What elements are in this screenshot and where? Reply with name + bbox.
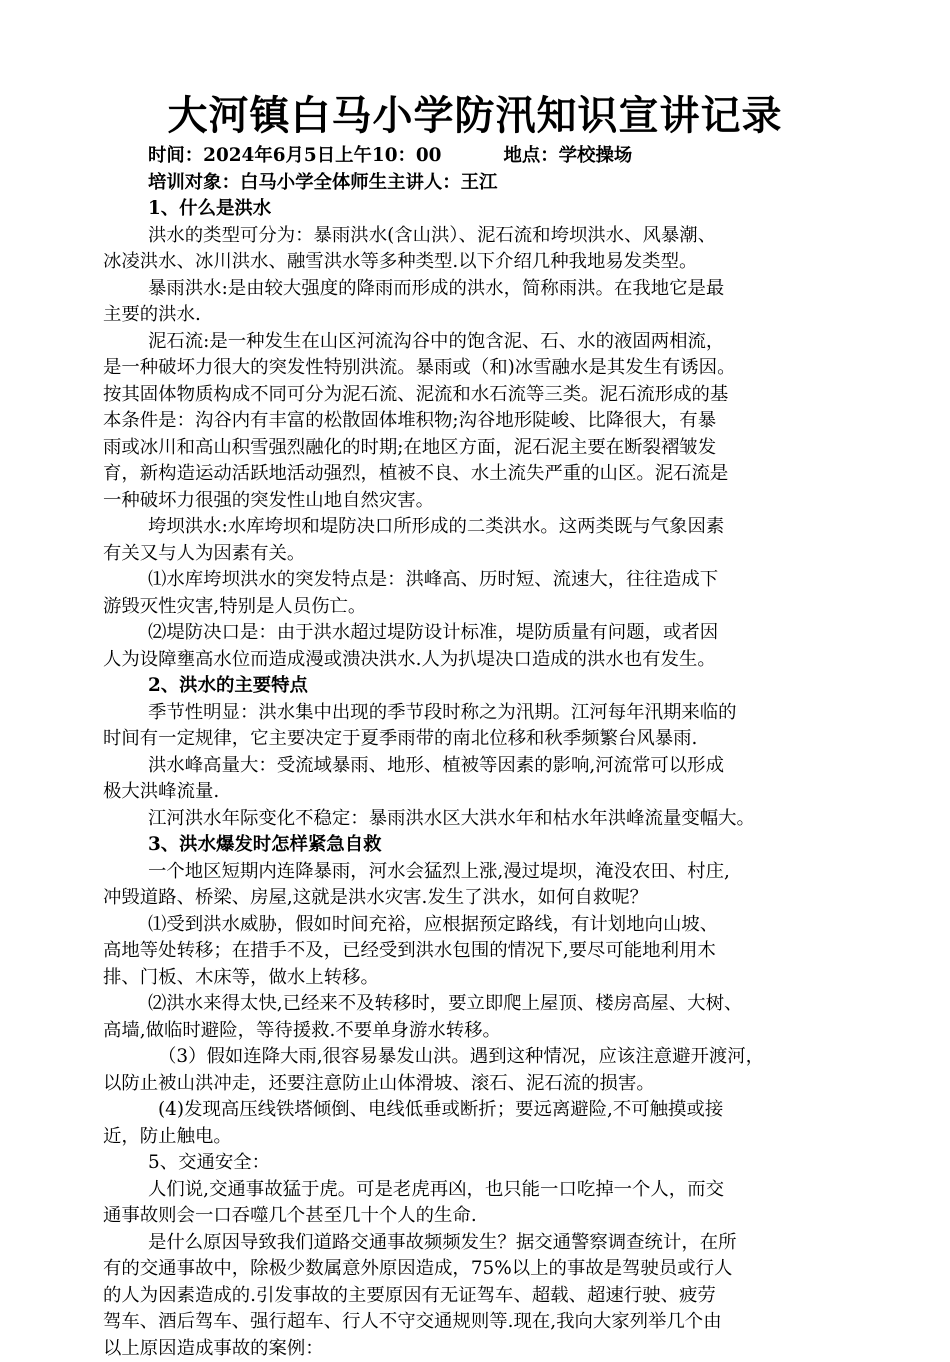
paragraph-line: 高墙,做临时避险，等待援救.不要单身游水转移。 xyxy=(103,1018,873,1045)
section-heading: 1、什么是洪水 xyxy=(103,196,873,223)
paragraph-line: 洪水峰高量大：受流域暴雨、地形、植被等因素的影响,河流常可以形成 xyxy=(103,753,873,780)
paragraph-line: 时间有一定规律，它主要决定于夏季雨带的南北位移和秋季频繁台风暴雨. xyxy=(103,726,873,753)
paragraph-line: 按其固体物质构成不同可分为泥石流、泥流和水石流等三类。泥石流形成的基 xyxy=(103,382,873,409)
paragraph-line: ⑵堤防决口是：由于洪水超过堤防设计标准，堤防质量有问题，或者因 xyxy=(103,620,873,647)
paragraph-line: 近，防止触电。 xyxy=(103,1124,873,1151)
section-heading: 3、洪水爆发时怎样紧急自救 xyxy=(103,832,873,859)
paragraph-line: 主要的洪水. xyxy=(103,302,873,329)
paragraph-line: 是什么原因导致我们道路交通事故频频发生？据交通警察调查统计，在所 xyxy=(103,1230,873,1257)
paragraph-line: 驾车、酒后驾车、强行超车、行人不守交通规则等.现在,我向大家列举几个由 xyxy=(103,1309,873,1336)
section-heading: 5、交通安全： xyxy=(103,1150,873,1177)
paragraph-line: 通事故则会一口吞噬几个甚至几十个人的生命. xyxy=(103,1203,873,1230)
paragraph-line: ⑴水库垮坝洪水的突发特点是：洪峰高、历时短、流速大，往往造成下 xyxy=(103,567,873,594)
paragraph-line: 的人为因素造成的.引发事故的主要原因有无证驾车、超载、超速行驶、疲劳 xyxy=(103,1283,873,1310)
meta-place: 地点：学校操场 xyxy=(503,145,632,166)
paragraph-line: 一种破坏力很强的突发性山地自然灾害。 xyxy=(103,488,873,515)
paragraph-line: 季节性明显：洪水集中出现的季节段时称之为汛期。江河每年汛期来临的 xyxy=(103,700,873,727)
paragraph-line: 极大洪峰流量. xyxy=(103,779,873,806)
paragraph-line: 以上原因造成事故的案例： xyxy=(103,1336,873,1362)
paragraph-line: 育，新构造运动活跃地活动强烈，植被不良、水土流失严重的山区。泥石流是 xyxy=(103,461,873,488)
paragraph-line: 有关又与人为因素有关。 xyxy=(103,541,873,568)
paragraph-line: 雨或冰川和高山积雪强烈融化的时期;在地区方面，泥石泥主要在断裂褶皱发 xyxy=(103,435,873,462)
paragraph-line: 一个地区短期内连降暴雨，河水会猛烈上涨,漫过堤坝，淹没农田、村庄, xyxy=(103,859,873,886)
paragraph-line: ⑴受到洪水威胁，假如时间充裕，应根据预定路线，有计划地向山坡、 xyxy=(103,912,873,939)
paragraph-line: 江河洪水年际变化不稳定：暴雨洪水区大洪水年和枯水年洪峰流量变幅大。 xyxy=(103,806,873,833)
section-heading: 2、洪水的主要特点 xyxy=(103,673,873,700)
document-body xyxy=(103,143,873,1362)
paragraph-line: 以防止被山洪冲走，还要注意防止山体滑坡、滚石、泥石流的损害。 xyxy=(103,1071,873,1098)
paragraph-line: 垮坝洪水:水库垮坝和堤防决口所形成的二类洪水。这两类既与气象因素 xyxy=(103,514,873,541)
paragraph-line: (4)发现高压线铁塔倾倒、电线低垂或断折；要远离避险,不可触摸或接 xyxy=(103,1097,873,1124)
paragraph-line: 本条件是：沟谷内有丰富的松散固体堆积物;沟谷地形陡峻、比降很大，有暴 xyxy=(103,408,873,435)
paragraph-line: 暴雨洪水:是由较大强度的降雨而形成的洪水，简称雨洪。在我地它是最 xyxy=(103,276,873,303)
paragraph-line: 有的交通事故中，除极少数属意外原因造成，75%以上的事故是驾驶员或行人 xyxy=(103,1256,873,1283)
paragraph-line: 冲毁道路、桥梁、房屋,这就是洪水灾害.发生了洪水，如何自救呢？ xyxy=(103,885,873,912)
paragraph-line: 是一种破坏力很大的突发性特别洪流。暴雨或（和)冰雪融水是其发生有诱因。 xyxy=(103,355,873,382)
paragraph-line: 泥石流:是一种发生在山区河流沟谷中的饱含泥、石、水的液固两相流， xyxy=(103,329,873,356)
meta-audience-speaker: 培训对象：白马小学全体师生主讲人：王江 xyxy=(103,170,873,197)
paragraph-line: 冰凌洪水、冰川洪水、融雪洪水等多种类型.以下介绍几种我地易发类型。 xyxy=(103,249,873,276)
paragraph-line: ⑵洪水来得太快,已经来不及转移时，要立即爬上屋顶、楼房高屋、大树、 xyxy=(103,991,873,1018)
paragraph-line: 高地等处转移；在措手不及，已经受到洪水包围的情况下,要尽可能地利用木 xyxy=(103,938,873,965)
paragraph-line: 人们说,交通事故猛于虎。可是老虎再凶，也只能一口吃掉一个人，而交 xyxy=(103,1177,873,1204)
paragraph-line: （3）假如连降大雨,很容易暴发山洪。遇到这种情况，应该注意避开渡河， xyxy=(103,1044,873,1071)
meta-time: 时间：2024年6月5日上午10：00 xyxy=(148,145,441,166)
meta-time-place xyxy=(103,143,873,170)
paragraph-line: 游毁灭性灾害,特别是人员伤亡。 xyxy=(103,594,873,621)
paragraph-line: 人为设障壅高水位而造成漫或溃决洪水.人为扒堤决口造成的洪水也有发生。 xyxy=(103,647,873,674)
document-title: 大河镇白马小学防汛知识宣讲记录 xyxy=(0,86,950,146)
paragraph-line: 排、门板、木床等，做水上转移。 xyxy=(103,965,873,992)
paragraph-line: 洪水的类型可分为：暴雨洪水(含山洪）、泥石流和垮坝洪水、风暴潮、 xyxy=(103,223,873,250)
